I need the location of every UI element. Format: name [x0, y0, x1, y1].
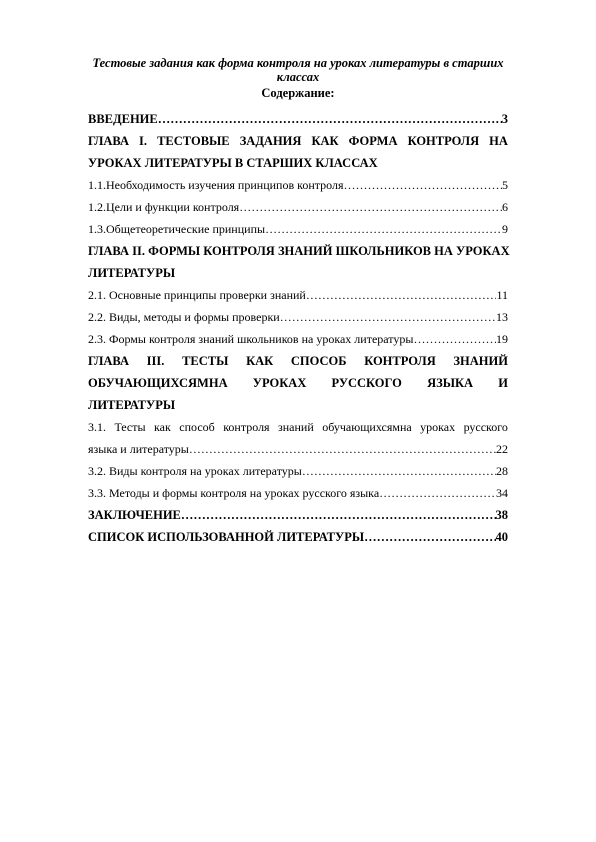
toc-entry-section-3-3[interactable] [88, 482, 508, 504]
toc-word: III. [146, 354, 165, 368]
toc-page-number: 5 [502, 178, 508, 192]
document-title [88, 56, 508, 84]
toc-page-number: 3 [501, 112, 508, 126]
toc-entry-chapter-2-line-1[interactable]: ГЛАВА II. ФОРМЫ КОНТРОЛЯ ЗНАНИЙ ШКОЛЬНИКОВ НА УРОКАХ [88, 244, 510, 258]
leader-dots [302, 460, 496, 482]
toc-entry-label: 3.2. Виды контроля на уроках литературы [88, 464, 302, 478]
toc-word: Тесты [114, 420, 146, 434]
leader-dots [158, 108, 502, 130]
toc-entry-section-2-2[interactable] [88, 306, 508, 328]
toc-entry-section-3-1-line-2[interactable] [88, 438, 508, 460]
table-of-contents [88, 108, 508, 548]
toc-word: ГЛАВА [88, 354, 129, 368]
toc-page-number: 34 [496, 486, 508, 500]
toc-entry-label: 2.2. Виды, методы и формы проверки [88, 310, 280, 324]
toc-page-number: 40 [495, 530, 508, 544]
toc-entry-label: ЗАКЛЮЧЕНИЕ [88, 508, 181, 522]
toc-entry-chapter-2-line-2[interactable]: ЛИТЕРАТУРЫ [88, 266, 176, 280]
toc-entry-section-1-1[interactable] [88, 174, 508, 196]
toc-page-number: 13 [496, 310, 508, 324]
toc-entry-chapter-3-line-3[interactable]: ЛИТЕРАТУРЫ [88, 398, 176, 412]
toc-word: СПОСОБ [290, 354, 347, 368]
toc-word: КАК [246, 354, 274, 368]
toc-word: УРОКАХ [252, 376, 307, 390]
toc-word: КОНТРОЛЯ [364, 354, 436, 368]
toc-entry-label: ВВЕДЕНИЕ [88, 112, 158, 126]
toc-word: обучающихсямна [322, 420, 412, 434]
toc-word: И [498, 376, 508, 390]
toc-entry-introduction[interactable] [88, 108, 508, 130]
toc-word: РУССКОГО [331, 376, 402, 390]
leader-dots [189, 438, 496, 460]
toc-entry-label: СПИСОК ИСПОЛЬЗОВАННОЙ ЛИТЕРАТУРЫ [88, 530, 365, 544]
toc-section-number: 1.1. [88, 178, 106, 192]
leader-dots [344, 174, 502, 196]
toc-entry-label: языка и литературы [88, 442, 189, 456]
toc-entry-chapter-1-line-2[interactable]: УРОКАХ ЛИТЕРАТУРЫ В СТАРШИХ КЛАССАХ [88, 156, 378, 170]
toc-entry-references[interactable] [88, 526, 508, 548]
toc-word: ЗНАНИЙ [453, 354, 508, 368]
toc-entry-chapter-1-line-1[interactable] [88, 130, 508, 152]
toc-word: 3.1. [88, 420, 106, 434]
toc-page-number: 9 [502, 222, 508, 236]
toc-word: ФОРМА [348, 134, 398, 148]
toc-entry-chapter-3-line-1[interactable] [88, 350, 508, 372]
toc-word: НА [489, 134, 508, 148]
leader-dots [364, 526, 495, 548]
toc-entry-label: Необходимость изучения принципов контроля [106, 178, 344, 192]
toc-entry-label: Общетеоретические принципы [106, 222, 266, 236]
toc-word: способ [179, 420, 215, 434]
toc-entry-section-3-2[interactable] [88, 460, 508, 482]
toc-entry-label: 2.3. Формы контроля знаний школьников на уроках литературы [88, 332, 414, 346]
toc-entry-section-2-3[interactable] [88, 328, 508, 350]
leader-dots [306, 284, 497, 306]
toc-page-number: 19 [496, 332, 508, 346]
toc-entry-section-2-1[interactable] [88, 284, 508, 306]
toc-entry-label: Цели и функции контроля [106, 200, 240, 214]
toc-word: ТЕСТЫ [182, 354, 229, 368]
leader-dots [265, 218, 502, 240]
toc-word: ЗАДАНИЯ [239, 134, 302, 148]
toc-word: ТЕСТОВЫЕ [157, 134, 230, 148]
toc-entry-label: 3.3. Методы и формы контроля на уроках русского языка [88, 486, 380, 500]
toc-word: как [154, 420, 171, 434]
toc-entry-label: 2.1. Основные принципы проверки знаний [88, 288, 306, 302]
toc-word: русского [463, 420, 508, 434]
toc-page-number: 6 [502, 200, 508, 214]
toc-page-number: 28 [496, 464, 508, 478]
leader-dots [379, 482, 496, 504]
document-page [88, 56, 508, 548]
leader-dots [280, 306, 496, 328]
toc-word: контроля [223, 420, 270, 434]
toc-entry-section-1-2[interactable] [88, 196, 508, 218]
leader-dots [239, 196, 502, 218]
toc-word: ОБУЧАЮЩИХСЯМНА [88, 376, 228, 390]
toc-word: уроках [420, 420, 456, 434]
toc-word: КАК [311, 134, 339, 148]
toc-heading: Содержание: [261, 86, 335, 100]
toc-entry-chapter-3-line-2[interactable] [88, 372, 508, 394]
toc-page-number: 38 [495, 508, 508, 522]
toc-section-number: 1.2. [88, 200, 106, 214]
toc-page-number: 22 [496, 442, 508, 456]
leader-dots [181, 504, 496, 526]
toc-page-number: 11 [496, 288, 508, 302]
document-title-line-1: Тестовые задания как форма контроля на уроках литературы в старших [92, 56, 504, 70]
toc-entry-section-1-3[interactable] [88, 218, 508, 240]
toc-word: знаний [278, 420, 314, 434]
toc-entry-section-3-1-line-1[interactable] [88, 416, 508, 438]
document-title-line-2: классах [276, 70, 320, 84]
leader-dots [413, 328, 496, 350]
toc-word: I. [139, 134, 148, 148]
toc-word: ЯЗЫКА [427, 376, 474, 390]
toc-word: КОНТРОЛЯ [407, 134, 480, 148]
toc-entry-conclusion[interactable] [88, 504, 508, 526]
toc-section-number: 1.3. [88, 222, 106, 236]
toc-word: ГЛАВА [88, 134, 129, 148]
